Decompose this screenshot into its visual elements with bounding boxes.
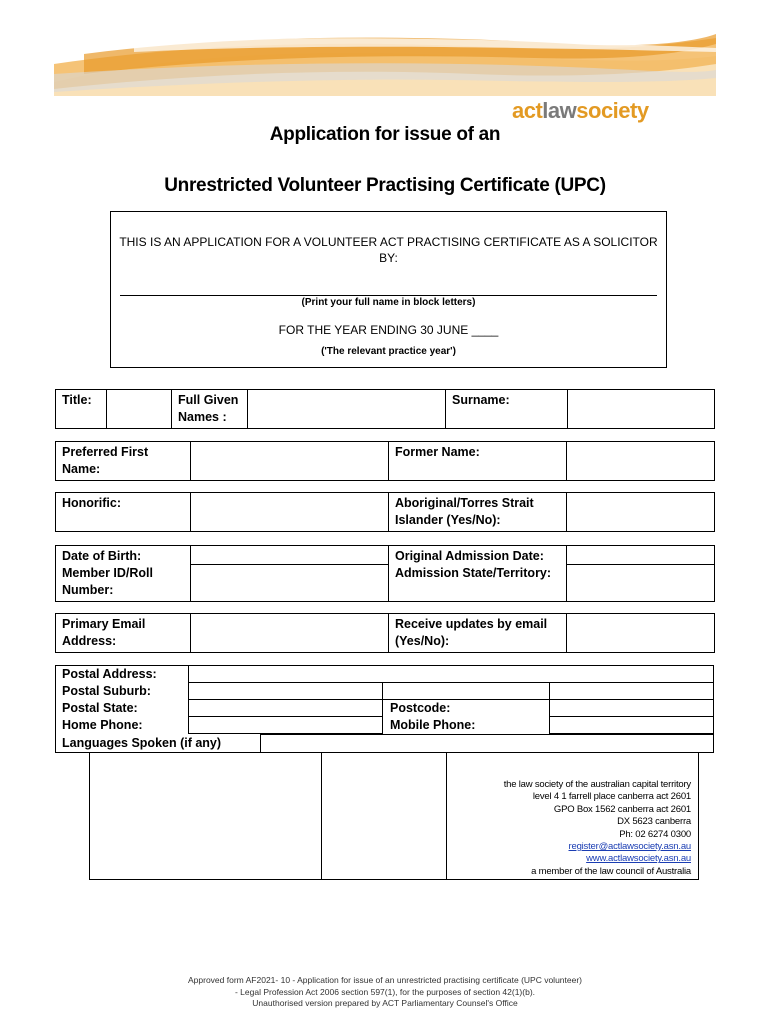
aboriginal-label: Aboriginal/Torres Strait Islander (Yes/No): — [389, 493, 567, 532]
names-table — [55, 389, 715, 429]
home-phone-field[interactable] — [188, 716, 383, 734]
footer-line-3: Unauthorised version prepared by ACT Parliamentary Counsel's Office — [252, 998, 518, 1008]
member-id-field[interactable] — [191, 565, 389, 602]
office-divider-2 — [446, 752, 447, 880]
mobile-phone-label: Mobile Phone: — [390, 718, 476, 732]
preferred-first-name-field[interactable] — [191, 442, 389, 481]
suburb-blank-cell — [382, 682, 550, 700]
admission-state-field[interactable] — [567, 565, 715, 602]
primary-email-label: Primary Email Address: — [56, 614, 191, 653]
preferred-first-name-label: Preferred First Name: — [56, 442, 191, 481]
page-title-line2: Unrestricted Volunteer Practising Certificate (UPC) — [164, 175, 606, 196]
society-website-link[interactable]: www.actlawsociety.asn.au — [586, 853, 691, 865]
postal-state-label: Postal State: — [62, 701, 138, 715]
society-contact-details — [504, 779, 691, 878]
updates-email-label: Receive updates by email (Yes/No): — [389, 614, 567, 653]
office-divider-1 — [321, 752, 322, 880]
postal-state-field[interactable] — [188, 699, 383, 717]
honorific-label: Honorific: — [56, 493, 191, 532]
law-council-note: a member of the law council of Australia — [531, 865, 691, 877]
admission-date-field[interactable] — [567, 546, 715, 565]
dob-table — [55, 545, 715, 602]
postcode-field[interactable] — [549, 699, 714, 717]
society-address-1: level 4 1 farrell place canberra act 2601 — [532, 791, 691, 803]
title-label: Title: — [56, 390, 107, 429]
address-block — [55, 665, 714, 753]
application-instruction: THIS IS AN APPLICATION FOR A VOLUNTEER ACT PRACTISING CERTIFICATE AS A SOLICITOR BY: — [119, 235, 658, 265]
home-phone-label: Home Phone: — [62, 718, 143, 732]
mobile-phone-field[interactable] — [549, 716, 714, 734]
office-use-box — [89, 752, 699, 880]
title-field[interactable] — [107, 390, 172, 429]
society-email-link[interactable]: register@actlawsociety.asn.au — [568, 841, 691, 853]
preferred-name-table — [55, 441, 715, 481]
banner-graphic — [54, 34, 716, 96]
postal-address-field[interactable] — [188, 665, 714, 683]
updates-email-field[interactable] — [567, 614, 715, 653]
society-dx: DX 5623 canberra — [617, 816, 691, 828]
applicant-name-box — [110, 211, 667, 368]
email-table — [55, 613, 715, 653]
aboriginal-field[interactable] — [567, 493, 715, 532]
honorific-table — [55, 492, 715, 532]
full-name-line[interactable] — [120, 295, 657, 296]
suburb-blank-cell-2 — [549, 682, 714, 700]
postcode-label: Postcode: — [390, 701, 451, 715]
full-given-names-field[interactable] — [248, 390, 446, 429]
postal-suburb-label: Postal Suburb: — [62, 684, 151, 698]
postal-address-label: Postal Address: — [62, 667, 157, 681]
former-name-field[interactable] — [567, 442, 715, 481]
dob-member-label: Date of Birth: Member ID/Roll Number: — [56, 546, 191, 602]
relevant-year-note: ('The relevant practice year') — [321, 346, 456, 357]
full-given-names-label: Full Given Names : — [172, 390, 248, 429]
admission-label: Original Admission Date: Admission State/Territory: — [389, 546, 567, 602]
form-footer — [0, 975, 770, 1010]
surname-label: Surname: — [446, 390, 568, 429]
surname-field[interactable] — [568, 390, 715, 429]
languages-field[interactable] — [260, 734, 714, 753]
languages-label: Languages Spoken (if any) — [62, 736, 222, 750]
year-ending-line: FOR THE YEAR ENDING 30 JUNE ____ — [278, 323, 499, 337]
postal-suburb-field[interactable] — [188, 682, 383, 700]
print-name-note: (Print your full name in block letters) — [301, 297, 476, 308]
actlawsociety-logo: actlawsociety — [512, 98, 649, 123]
page-title-line1: Application for issue of an — [269, 124, 501, 145]
footer-line-2: - Legal Profession Act 2006 section 597(1), for the purposes of section 42(1)(b). — [234, 986, 536, 997]
honorific-field[interactable] — [191, 493, 389, 532]
society-address-2: GPO Box 1562 canberra act 2601 — [553, 803, 691, 815]
society-phone: Ph: 02 6274 0300 — [619, 828, 691, 840]
society-name: the law society of the australian capital territory — [503, 779, 691, 790]
former-name-label: Former Name: — [389, 442, 567, 481]
primary-email-field[interactable] — [191, 614, 389, 653]
footer-line-1: Approved form AF2021- 10 - Application for issue of an unrestricted practising certificate (UPC volunteer) — [187, 975, 583, 985]
dob-field[interactable] — [191, 546, 389, 565]
